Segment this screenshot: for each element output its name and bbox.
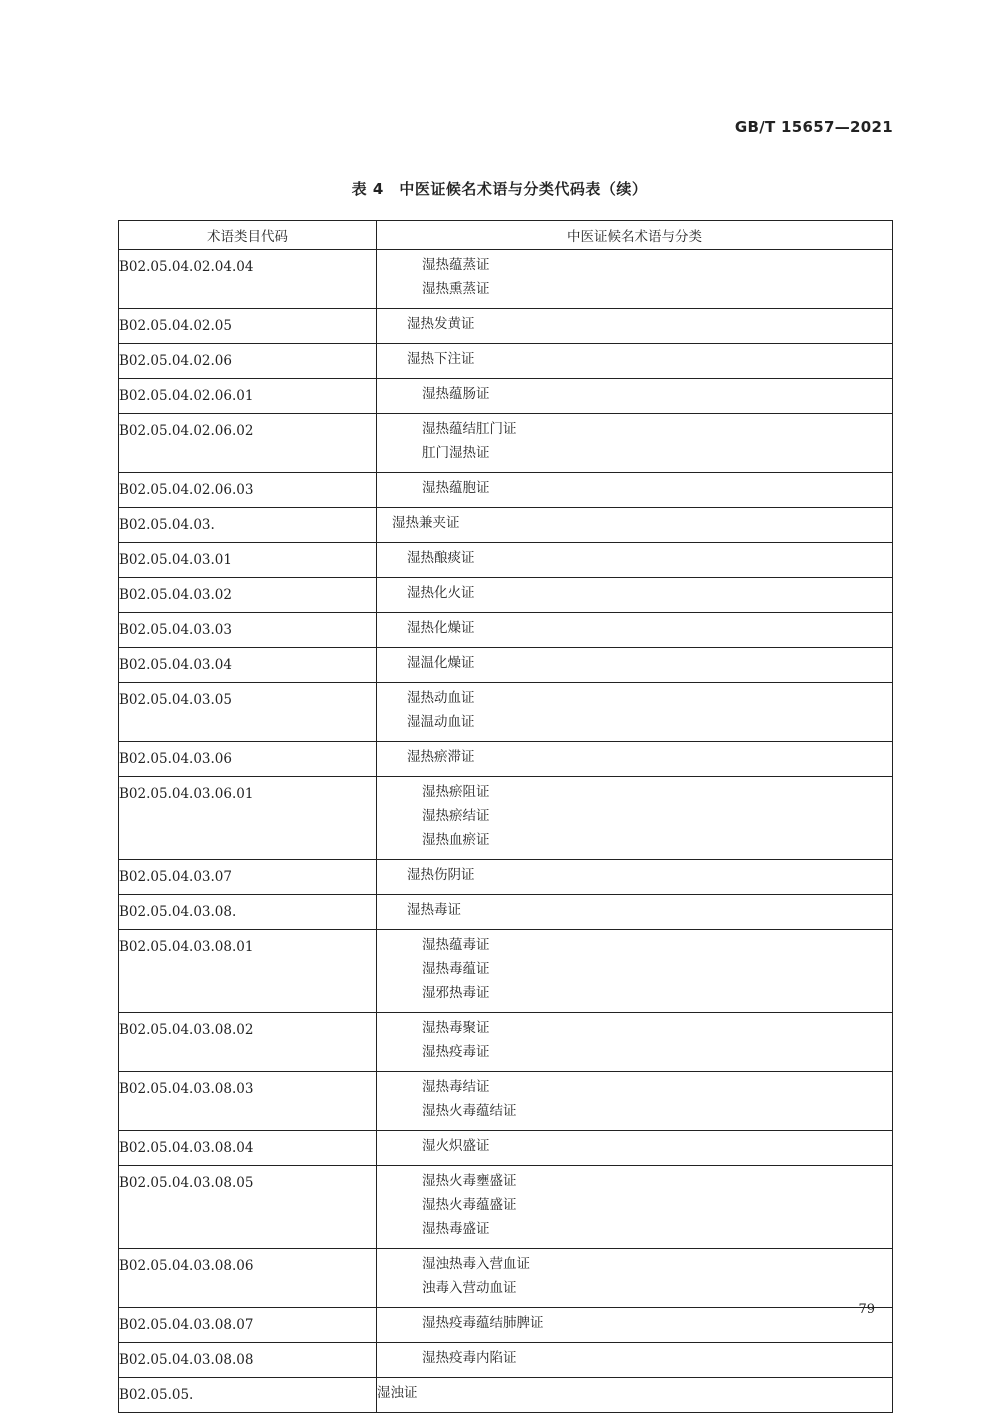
term-cell <box>377 1343 893 1378</box>
term-name: 湿邪热毒证 <box>422 985 490 1001</box>
term-name: 湿热下注证 <box>407 351 475 367</box>
term-name: 湿热蕴毒证 <box>422 937 490 953</box>
term-name: 湿热毒证 <box>407 902 461 918</box>
term-code: B02.05.04.03.07 <box>119 860 377 895</box>
column-header-code: 术语类目代码 <box>119 221 377 250</box>
term-cell <box>377 1249 893 1308</box>
table-row <box>119 895 893 930</box>
term-cell <box>377 1072 893 1131</box>
term-cell <box>377 930 893 1013</box>
term-cell <box>377 1013 893 1072</box>
table-header-row <box>119 221 893 250</box>
term-name: 湿热火毒蕴结证 <box>422 1103 517 1119</box>
table-row <box>119 777 893 860</box>
table-row <box>119 1249 893 1308</box>
term-name: 湿热毒盛证 <box>422 1221 490 1237</box>
standard-number: GB/T 15657—2021 <box>734 118 893 136</box>
term-code: B02.05.04.03.06 <box>119 742 377 777</box>
term-name: 湿火炽盛证 <box>422 1138 490 1154</box>
term-name: 湿热蕴肠证 <box>422 386 490 402</box>
term-cell <box>377 309 893 344</box>
term-name: 湿热蕴结肛门证 <box>422 421 517 437</box>
term-cell <box>377 1308 893 1343</box>
table-row <box>119 1131 893 1166</box>
term-name: 湿热疫毒内陷证 <box>422 1350 517 1366</box>
table-row <box>119 344 893 379</box>
term-code: B02.05.04.03.06.01 <box>119 777 377 860</box>
term-name: 湿浊证 <box>377 1385 418 1401</box>
table-row <box>119 860 893 895</box>
term-cell <box>377 860 893 895</box>
term-code: B02.05.04.02.05 <box>119 309 377 344</box>
term-name: 湿热动血证 <box>407 690 475 706</box>
term-code: B02.05.04.03.08.04 <box>119 1131 377 1166</box>
table-title: 表 4 中医证候名术语与分类代码表（续） <box>351 180 648 198</box>
term-name: 湿热瘀滞证 <box>407 749 475 765</box>
term-code: B02.05.05. <box>119 1378 377 1413</box>
term-code: B02.05.04.03.08.06 <box>119 1249 377 1308</box>
term-code: B02.05.04.02.04.04 <box>119 250 377 309</box>
term-code: B02.05.04.03.02 <box>119 578 377 613</box>
table-row <box>119 742 893 777</box>
table-row <box>119 473 893 508</box>
table-row <box>119 1013 893 1072</box>
table-row <box>119 1072 893 1131</box>
table-row <box>119 1378 893 1413</box>
table-body <box>119 250 893 1413</box>
term-name: 湿热发黄证 <box>407 316 475 332</box>
term-name: 湿热化燥证 <box>407 620 475 636</box>
term-code: B02.05.04.03.08.08 <box>119 1343 377 1378</box>
classification-table <box>118 220 893 1413</box>
term-name: 湿热蕴胞证 <box>422 480 490 496</box>
table-row <box>119 508 893 543</box>
term-name: 肛门湿热证 <box>422 445 490 461</box>
term-cell <box>377 648 893 683</box>
term-cell <box>377 895 893 930</box>
term-code: B02.05.04.02.06.01 <box>119 379 377 414</box>
term-code: B02.05.04.02.06 <box>119 344 377 379</box>
term-code: B02.05.04.03.04 <box>119 648 377 683</box>
term-cell <box>377 473 893 508</box>
table-row <box>119 1308 893 1343</box>
term-code: B02.05.04.03.03 <box>119 613 377 648</box>
table-row <box>119 1343 893 1378</box>
term-cell <box>377 414 893 473</box>
term-code: B02.05.04.03.08. <box>119 895 377 930</box>
table-row <box>119 613 893 648</box>
term-name: 湿热火毒蕴盛证 <box>422 1197 517 1213</box>
table-row <box>119 683 893 742</box>
term-code: B02.05.04.03.08.07 <box>119 1308 377 1343</box>
table-row <box>119 930 893 1013</box>
column-header-term: 中医证候名术语与分类 <box>377 221 893 250</box>
term-name: 湿热火毒壅盛证 <box>422 1173 517 1189</box>
table-row <box>119 309 893 344</box>
term-code: B02.05.04.03.08.02 <box>119 1013 377 1072</box>
term-code: B02.05.04.03.08.03 <box>119 1072 377 1131</box>
table-row <box>119 379 893 414</box>
term-name: 湿热瘀阻证 <box>422 784 490 800</box>
term-cell <box>377 613 893 648</box>
term-name: 湿热瘀结证 <box>422 808 490 824</box>
term-cell <box>377 1166 893 1249</box>
term-name: 湿热化火证 <box>407 585 475 601</box>
term-name: 湿热兼夹证 <box>392 515 460 531</box>
term-cell <box>377 683 893 742</box>
term-code: B02.05.04.03.01 <box>119 543 377 578</box>
table-row <box>119 648 893 683</box>
term-code: B02.05.04.03.08.05 <box>119 1166 377 1249</box>
table-row <box>119 1166 893 1249</box>
table-row <box>119 250 893 309</box>
term-cell <box>377 777 893 860</box>
term-name: 湿热毒结证 <box>422 1079 490 1095</box>
term-name: 湿热酿痰证 <box>407 550 475 566</box>
term-name: 湿温动血证 <box>407 714 475 730</box>
term-cell <box>377 578 893 613</box>
term-name: 湿热疫毒蕴结肺脾证 <box>422 1315 544 1331</box>
term-name: 湿热毒聚证 <box>422 1020 490 1036</box>
term-cell <box>377 379 893 414</box>
term-name: 湿热血瘀证 <box>422 832 490 848</box>
term-code: B02.05.04.02.06.02 <box>119 414 377 473</box>
term-code: B02.05.04.03. <box>119 508 377 543</box>
term-name: 湿热毒蕴证 <box>422 961 490 977</box>
term-name: 湿热蕴蒸证 <box>422 257 490 273</box>
term-cell <box>377 344 893 379</box>
table-row <box>119 414 893 473</box>
term-code: B02.05.04.03.05 <box>119 683 377 742</box>
term-name: 浊毒入营动血证 <box>422 1280 517 1296</box>
term-code: B02.05.04.02.06.03 <box>119 473 377 508</box>
term-name: 湿热熏蒸证 <box>422 281 490 297</box>
term-cell <box>377 508 893 543</box>
term-name: 湿浊热毒入营血证 <box>422 1256 530 1272</box>
term-code: B02.05.04.03.08.01 <box>119 930 377 1013</box>
term-name: 湿温化燥证 <box>407 655 475 671</box>
table-row <box>119 578 893 613</box>
term-cell <box>377 1378 893 1413</box>
term-cell <box>377 543 893 578</box>
term-name: 湿热疫毒证 <box>422 1044 490 1060</box>
term-cell <box>377 1131 893 1166</box>
term-cell <box>377 742 893 777</box>
page-number: 79 <box>858 1302 875 1317</box>
term-cell <box>377 250 893 309</box>
term-name: 湿热伤阴证 <box>407 867 475 883</box>
table-row <box>119 543 893 578</box>
